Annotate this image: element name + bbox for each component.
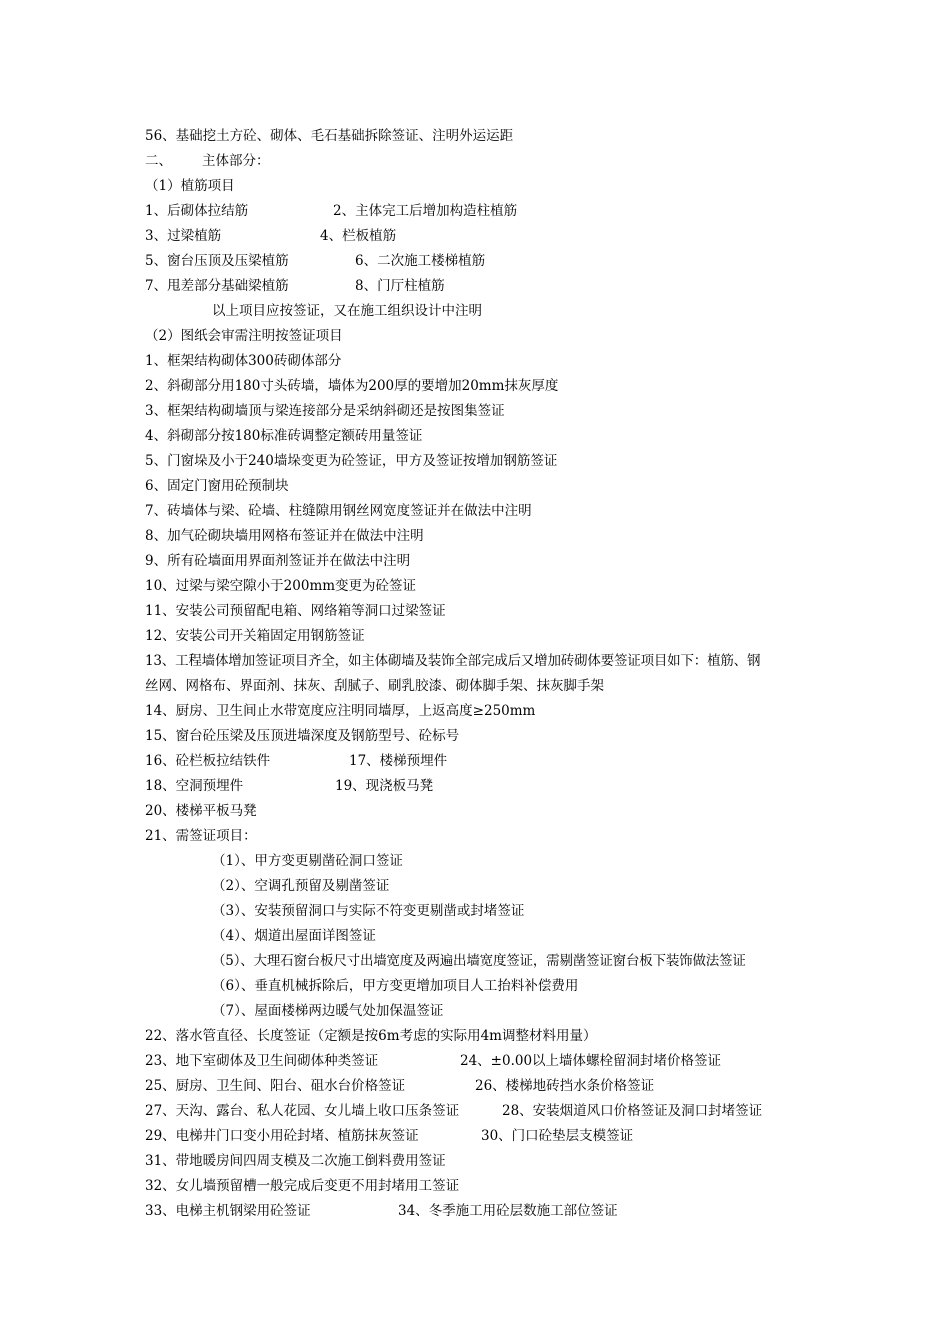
sub-item: （5）、大理石窗台板尺寸出墙宽度及两遍出墙宽度签证，需剔凿签证窗台板下装饰做法签证 bbox=[212, 953, 746, 969]
text-line: 3、框架结构砌墙顶与梁连接部分是采纳斜砌还是按图集签证 bbox=[145, 403, 505, 419]
text-line: 20、楼梯平板马凳 bbox=[145, 803, 257, 819]
subsection-heading: （1）植筋项目 bbox=[145, 178, 235, 194]
text-line: 1、框架结构砌体300砖砌体部分 bbox=[145, 353, 342, 369]
text-line: 丝网、网格布、界面剂、抹灰、刮腻子、刷乳胶漆、砌体脚手架、抹灰脚手架 bbox=[145, 678, 604, 694]
text-line: 10、过梁与梁空隙小于200mm变更为砼签证 bbox=[145, 578, 417, 594]
text-line: 13、工程墙体增加签证项目齐全，如主体砌墙及装饰全部完成后又增加砖砌体要签证项目如下：植筋、钢 bbox=[145, 653, 761, 669]
sub-item: （6）、垂直机械拆除后，甲方变更增加项目人工抬料补偿费用 bbox=[212, 978, 579, 994]
sub-item: （1）、甲方变更剔凿砼洞口签证 bbox=[212, 853, 403, 869]
text-line: 25、厨房、卫生间、阳台、砠水台价格签证 26、楼梯地砖挡水条价格签证 bbox=[145, 1078, 655, 1094]
text-line: 以上项目应按签证，又在施工组织设计中注明 bbox=[212, 303, 482, 319]
text-line: 2、斜砌部分用180寸头砖墙，墙体为200厚的要增加20mm抹灰厚度 bbox=[145, 378, 559, 394]
text-line: 23、地下室砌体及卫生间砌体种类签证 24、±0.00以上墙体螺栓留洞封堵价格签证 bbox=[145, 1053, 722, 1069]
text-line: 21、需签证项目： bbox=[145, 828, 257, 844]
sub-item: （3）、安装预留洞口与实际不符变更剔凿或封堵签证 bbox=[212, 903, 525, 919]
text-line: 14、厨房、卫生间止水带宽度应注明同墙厚，上返高度≥250mm bbox=[145, 703, 536, 719]
sub-item: （4）、烟道出屋面详图签证 bbox=[212, 928, 376, 944]
text-line: 3、过梁植筋 4、栏板植筋 bbox=[145, 228, 397, 244]
text-line: 6、固定门窗用砼预制块 bbox=[145, 478, 289, 494]
text-line: 12、安装公司开关箱固定用钢筋签证 bbox=[145, 628, 365, 644]
subsection-heading: （2）图纸会审需注明按签证项目 bbox=[145, 328, 343, 344]
section-heading: 二、 主体部分： bbox=[145, 153, 270, 169]
text-line: 31、带地暖房间四周支模及二次施工倒料费用签证 bbox=[145, 1153, 446, 1169]
sub-item: （2）、空调孔预留及剔凿签证 bbox=[212, 878, 390, 894]
text-line: 27、天沟、露台、私人花园、女儿墙上收口压条签证 28、安装烟道风口价格签证及洞口封堵签证 bbox=[145, 1103, 763, 1119]
text-line: 56、基础挖土方砼、砌体、毛石基础拆除签证、注明外运运距 bbox=[145, 128, 514, 144]
text-line: 5、门窗垛及小于240墙垛变更为砼签证，甲方及签证按增加钢筋签证 bbox=[145, 453, 558, 469]
text-line: 8、加气砼砌块墙用网格布签证并在做法中注明 bbox=[145, 528, 424, 544]
text-line: 15、窗台砼压梁及压顶进墙深度及钢筋型号、砼标号 bbox=[145, 728, 460, 744]
text-line: 1、后砌体拉结筋 2、主体完工后增加构造柱植筋 bbox=[145, 203, 518, 219]
text-line: 11、安装公司预留配电箱、网络箱等洞口过梁签证 bbox=[145, 603, 446, 619]
text-line: 4、斜砌部分按180标准砖调整定额砖用量签证 bbox=[145, 428, 423, 444]
text-line: 16、砼栏板拉结铁件 17、楼梯预埋件 bbox=[145, 753, 448, 769]
text-line: 33、电梯主机钢梁用砼签证 34、冬季施工用砼层数施工部位签证 bbox=[145, 1203, 618, 1219]
text-line: 18、空洞预埋件 19、现浇板马凳 bbox=[145, 778, 434, 794]
text-line: 7、砖墙体与梁、砼墙、柱缝隙用钢丝网宽度签证并在做法中注明 bbox=[145, 503, 532, 519]
sub-item: （7）、屋面楼梯两边暖气处加保温签证 bbox=[212, 1003, 444, 1019]
text-line: 9、所有砼墙面用界面剂签证并在做法中注明 bbox=[145, 553, 411, 569]
text-line: 29、电梯井门口变小用砼封堵、植筋抹灰签证 30、门口砼垫层支模签证 bbox=[145, 1128, 634, 1144]
text-line: 7、甩差部分基础梁植筋 8、门厅柱植筋 bbox=[145, 278, 445, 294]
text-line: 32、女儿墙预留槽一般完成后变更不用封堵用工签证 bbox=[145, 1178, 460, 1194]
text-line: 22、落水管直径、长度签证（定额是按6m考虑的实际用4m调整材料用量） bbox=[145, 1028, 597, 1044]
text-line: 5、窗台压顶及压梁植筋 6、二次施工楼梯植筋 bbox=[145, 253, 486, 269]
